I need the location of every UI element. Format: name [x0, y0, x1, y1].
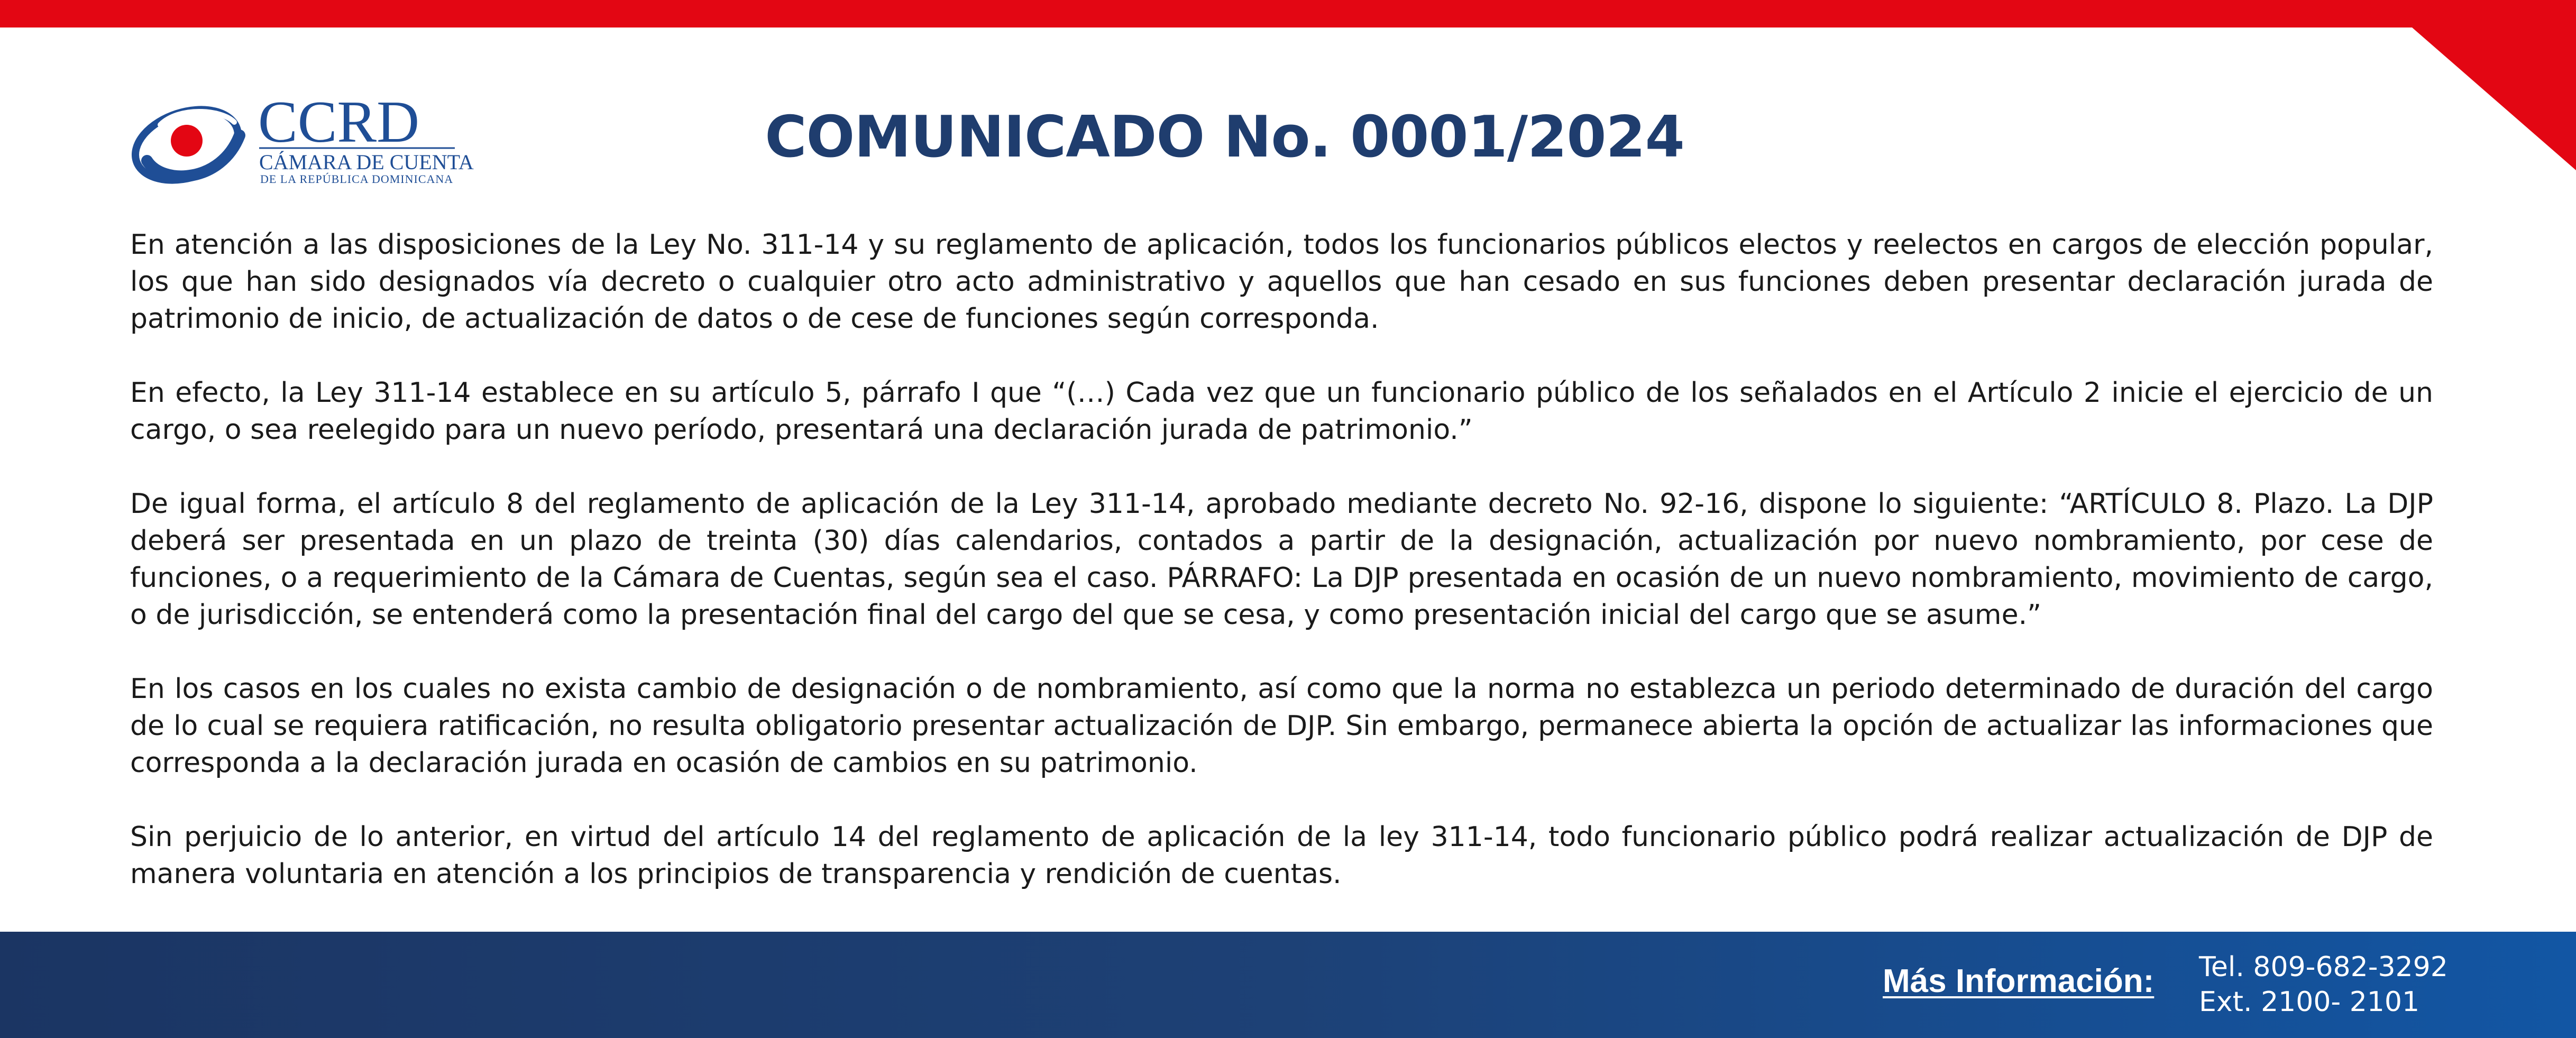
phone-extension: Ext. 2100- 2101	[2199, 986, 2420, 1018]
svg-text:CÁMARA DE CUENTAS: CÁMARA DE CUENTAS	[259, 150, 475, 174]
more-info-link[interactable]: Más Información:	[1883, 963, 2155, 999]
contact-info	[2199, 950, 2448, 1019]
paragraph-2: En efecto, la Ley 311-14 establece en su artículo 5, párrafo I que “(…) Cada vez que un funcionario público de los señalados en el Artículo 2 inicie el ejercicio de un cargo, o sea reelegido para un nuevo período, presentará una declaración jurada de patrimonio.”	[130, 377, 2433, 446]
page-title: COMUNICADO No. 0001/2024	[765, 104, 1684, 170]
phone-number: Tel. 809-682-3292	[2199, 951, 2448, 983]
paragraph-3: De igual forma, el artículo 8 del reglamento de aplicación de la Ley 311-14, aprobado mediante decreto No. 92-16, dispone lo siguiente: “ARTÍCULO 8. Plazo. La DJP deberá ser presentada en un plazo de treinta (30) días calendarios, contados a partir de la designación, actualización por nuevo nombramiento, por cese de funciones, o a requerimiento de la Cámara de Cuentas, según sea el caso. PÁRRAFO: La DJP presentada en ocasión de un nuevo nombramiento, movimiento de cargo, o de jurisdicción, se entenderá como la presentación final del cargo del que se cesa, y como presentación inicial del cargo que se asume.”	[130, 488, 2433, 631]
communique-body	[130, 226, 2433, 930]
footer-bar	[0, 932, 2576, 1038]
svg-text:CCRD: CCRD	[258, 93, 419, 155]
top-accent-bar	[0, 0, 2576, 27]
svg-text:DE LA REPÚBLICA DOMINICANA: DE LA REPÚBLICA DOMINICANA	[260, 172, 454, 186]
paragraph-5: Sin perjuicio de lo anterior, en virtud del artículo 14 del reglamento de aplicación de la ley 311-14, todo funcionario público podrá realizar actualización de DJP de manera voluntaria en atención a los principios de transparencia y rendición de cuentas.	[130, 821, 2433, 890]
paragraph-1: En atención a las disposiciones de la Ley No. 311-14 y su reglamento de aplicación, todos los funcionarios públicos electos y reelectos en cargos de elección popular, los que han sido designados vía decreto o cualquier otro acto administrativo y aquellos que han cesado en sus funciones deben presentar declaración jurada de patrimonio de inicio, de actualización de datos o de cese de funciones según corresponda.	[130, 229, 2433, 335]
paragraph-4: En los casos en los cuales no exista cambio de designación o de nombramiento, así como que la norma no establezca un periodo determinado de duración del cargo de lo cual se requiera ratificación, no resulta obligatorio presentar actualización de DJP. Sin embargo, permanece abierta la opción de actualizar las informaciones que corresponda a la declaración jurada en ocasión de cambios en su patrimonio.	[130, 673, 2433, 779]
